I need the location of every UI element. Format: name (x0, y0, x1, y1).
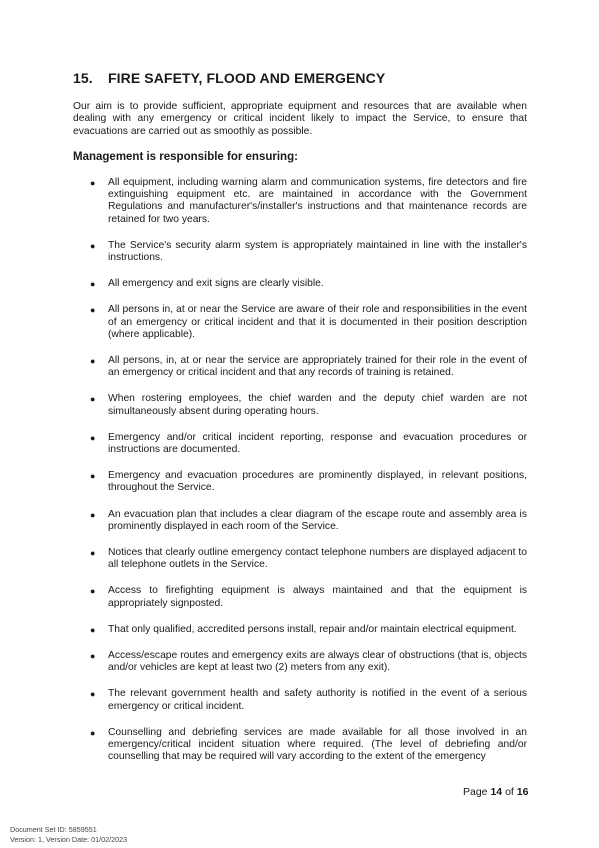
page-number (463, 786, 528, 798)
list-item (73, 470, 527, 494)
bullet-icon: ● (90, 650, 96, 661)
document-version: Version: 1, Version Date: 01/02/2023 (10, 835, 128, 844)
bullet-icon: ● (90, 279, 96, 290)
list-item-text: When rostering employees, the chief warden and the deputy chief warden are not simultaneously absent during operating hours. (108, 393, 527, 417)
bullet-icon: ● (90, 586, 96, 597)
section-heading (73, 70, 527, 86)
page-content (73, 70, 527, 777)
bullet-icon: ● (90, 547, 96, 558)
bullet-icon: ● (90, 509, 96, 520)
bullet-icon: ● (90, 394, 96, 405)
bullet-icon: ● (90, 305, 96, 316)
document-set-id: Document Set ID: 5859551 (10, 825, 97, 834)
page-total: 16 (516, 786, 529, 798)
list-item (73, 624, 527, 636)
section-number: 15. (73, 70, 93, 86)
bullet-icon: ● (90, 624, 96, 635)
list-item-text: All persons in, at or near the Service are aware of their role and responsibilities in the event of an emergency or critical incident and that it is documented in their position description (where applicable). (108, 304, 527, 340)
list-item-text: An evacuation plan that includes a clear diagram of the escape route and assembly area is prominently displayed in each room of the Service. (108, 508, 527, 532)
bullet-icon: ● (90, 432, 96, 443)
list-item (73, 432, 527, 456)
intro-paragraph: Our aim is to provide sufficient, appropriate equipment and resources that are available when dealing with any emergency or critical incident likely to impact the Service, to ensure that evacuations are carried out as smoothly as possible. (73, 101, 527, 137)
bullet-icon: ● (90, 689, 96, 700)
list-item-text: Access to firefighting equipment is always maintained and that the equipment is appropriately signposted. (108, 585, 527, 609)
list-item-text: Emergency and/or critical incident reporting, response and evacuation procedures or instructions are documented. (108, 431, 527, 455)
list-item-text: The Service's security alarm system is appropriately maintained in line with the installer's instructions. (108, 239, 527, 263)
responsibility-list (73, 177, 527, 764)
list-item (73, 278, 527, 290)
list-item (73, 650, 527, 674)
list-item-text: The relevant government health and safety authority is notified in the event of a serious emergency or critical incident. (108, 688, 527, 712)
section-title: FIRE SAFETY, FLOOD AND EMERGENCY (108, 70, 386, 86)
list-item (73, 688, 527, 712)
page-of: of (505, 786, 514, 798)
list-item (73, 240, 527, 264)
page-current: 14 (490, 786, 503, 798)
list-item (73, 585, 527, 609)
page-label: Page (463, 786, 488, 798)
responsibility-subheading: Management is responsible for ensuring: (73, 150, 298, 163)
list-item-text: Access/escape routes and emergency exits are always clear of obstructions (that is, objects and/or vehicles are kept at least two (2) meters from any exit). (108, 649, 527, 674)
bullet-icon: ● (90, 471, 96, 482)
list-item (73, 547, 527, 571)
list-item-text: Emergency and evacuation procedures are prominently displayed, in relevant positions, throughout the Service. (108, 470, 527, 494)
list-item (73, 355, 527, 379)
list-item (73, 304, 527, 341)
bullet-icon: ● (90, 240, 96, 251)
bullet-icon: ● (90, 727, 96, 738)
document-metadata (10, 825, 127, 845)
bullet-icon: ● (90, 355, 96, 366)
bullet-icon: ● (90, 177, 96, 188)
list-item (73, 393, 527, 417)
list-item-text: That only qualified, accredited persons install, repair and/or maintain electrical equipment. (108, 623, 517, 635)
list-item-text: All equipment, including warning alarm and communication systems, fire detectors and fire extinguishing equipment etc. are maintained in accordance with the Government Regulations and manufacturer's/installer's instructions and that maintenance records are retained for two years. (108, 176, 527, 225)
list-item (73, 177, 527, 226)
list-item-text: Notices that clearly outline emergency contact telephone numbers are displayed adjacent to all telephone outlets in the Service. (108, 546, 527, 571)
list-item-text: Counselling and debriefing services are made available for all those involved in an emergency/critical incident situation where required. (The level of debriefing and/or counselling that may be required will vary according to the extent of the emergency (108, 726, 527, 763)
list-item (73, 509, 527, 533)
list-item-text: All persons, in, at or near the service are appropriately trained for their role in the event of an emergency or critical incident and that any records of training is retained. (108, 354, 527, 379)
list-item (73, 727, 527, 764)
list-item-text: All emergency and exit signs are clearly visible. (108, 278, 324, 290)
